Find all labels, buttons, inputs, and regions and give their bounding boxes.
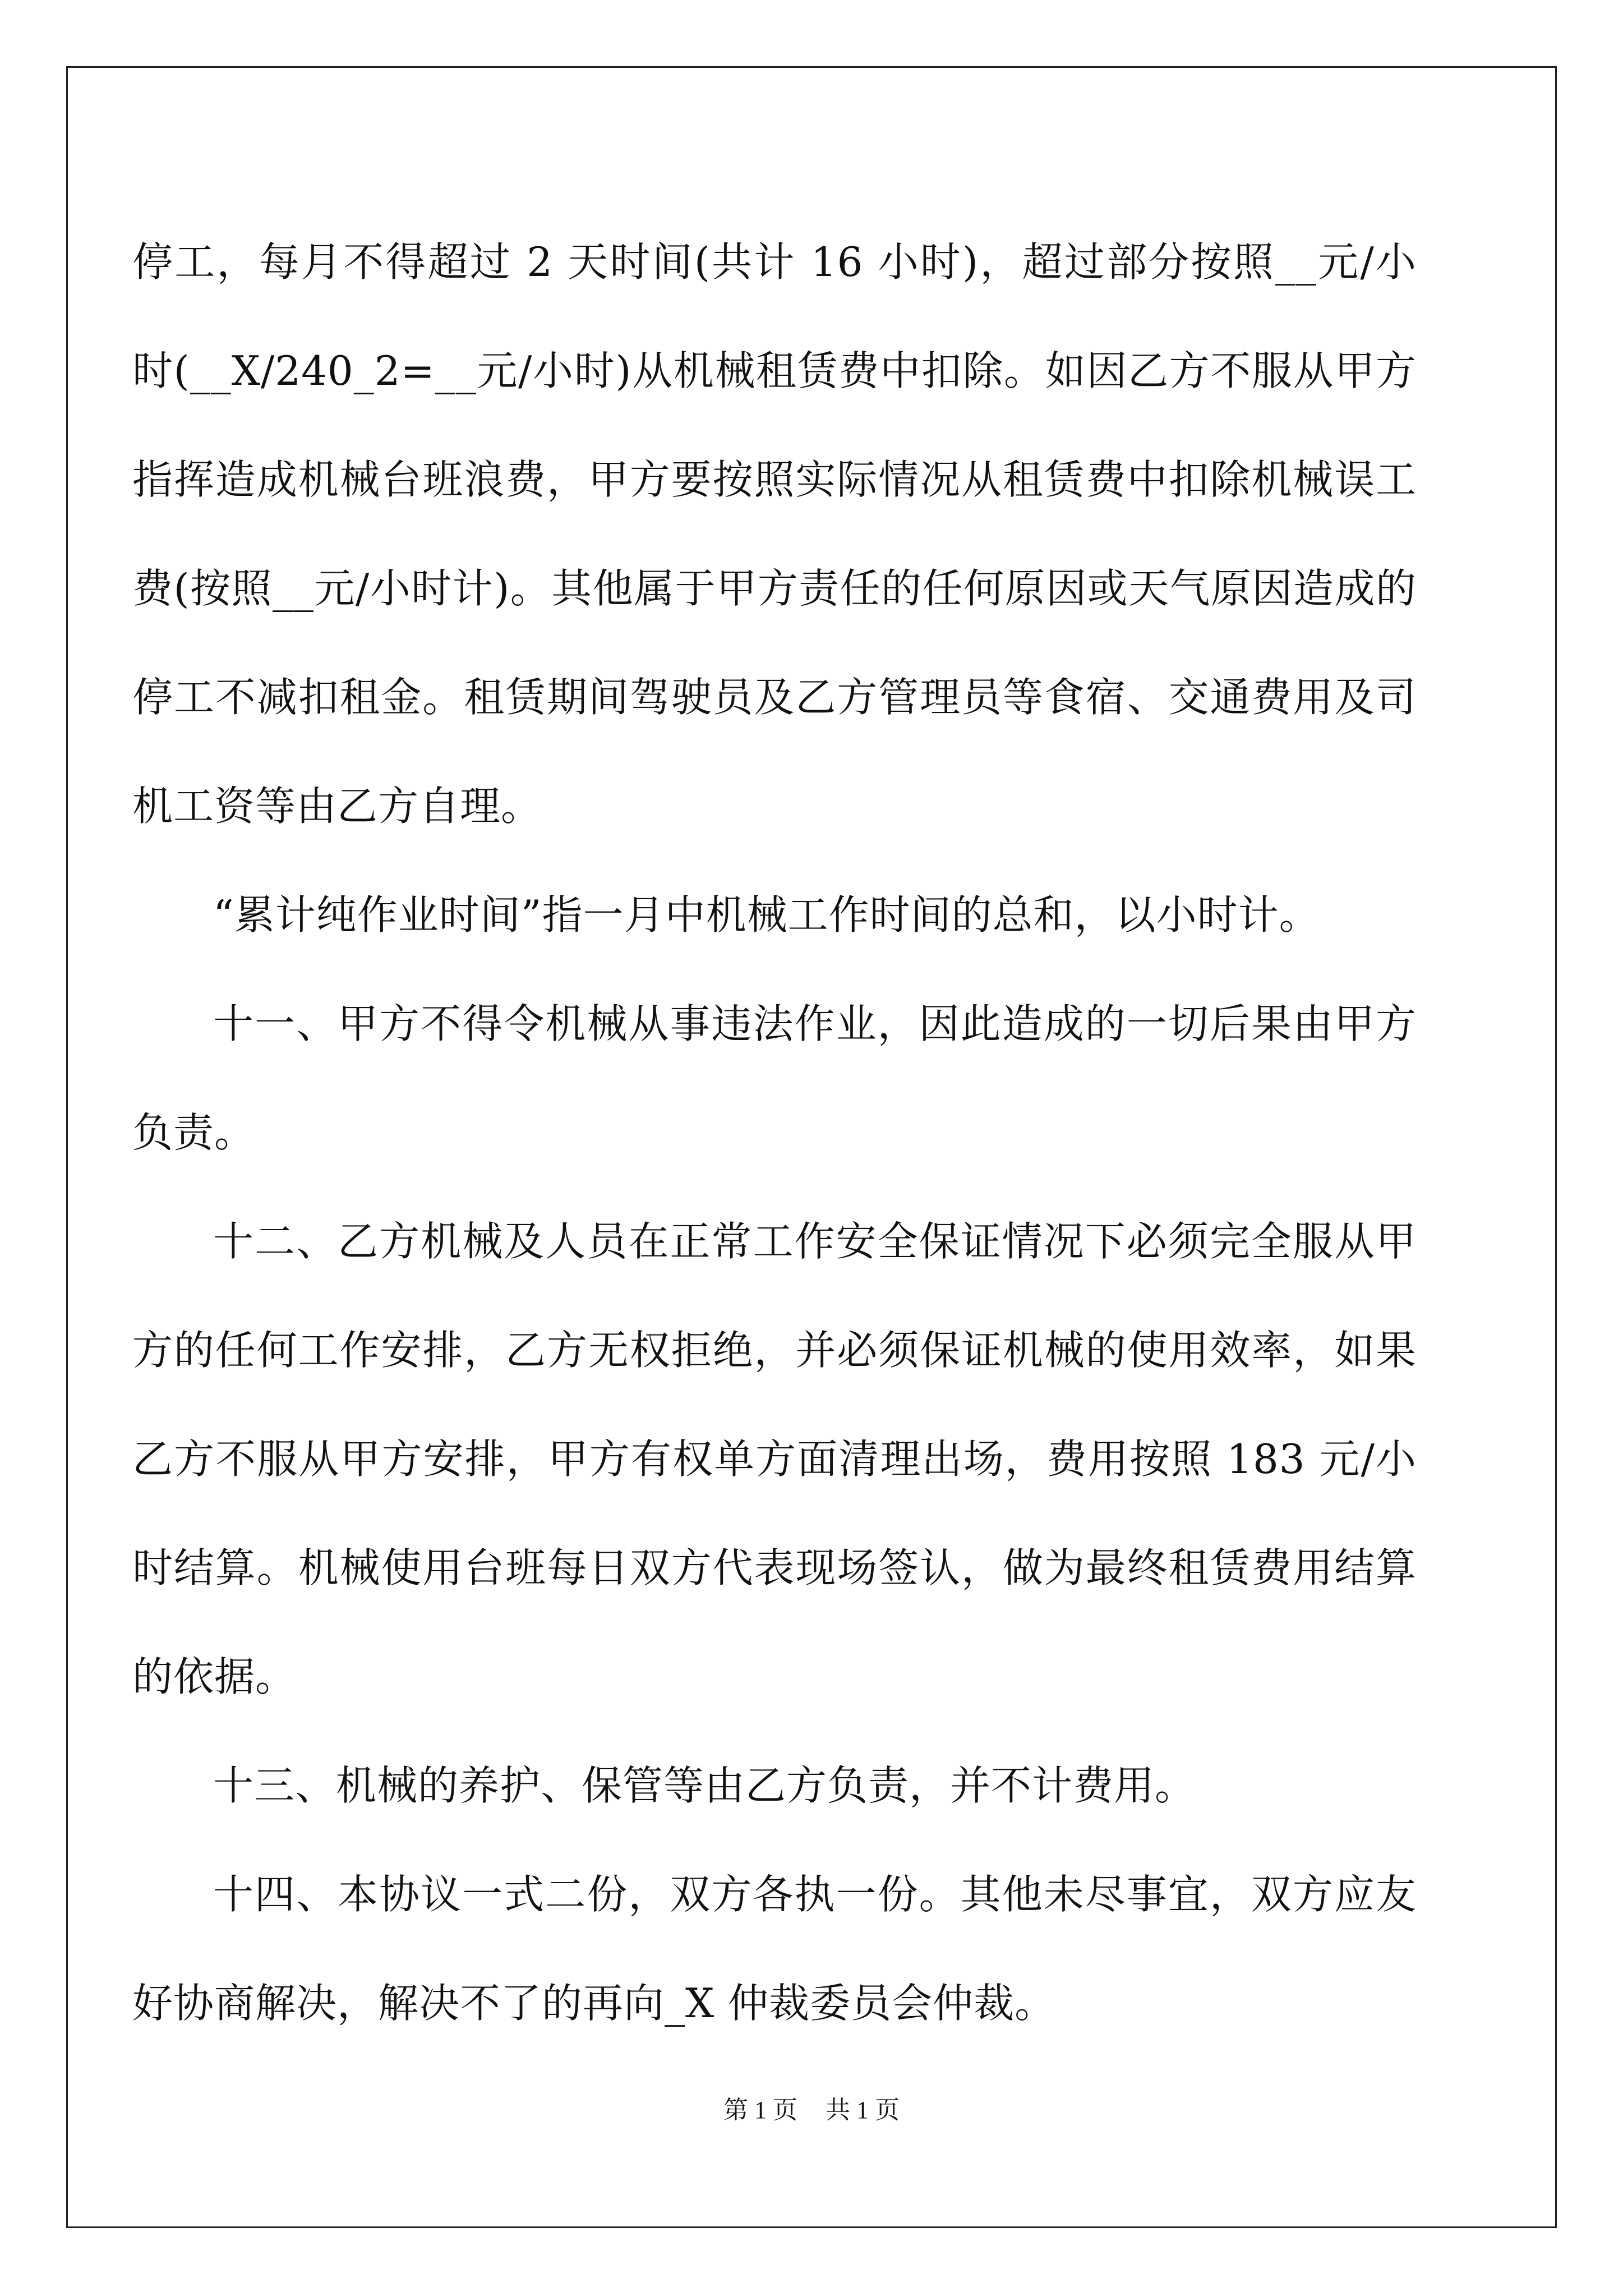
paragraph-work-time-definition: “累计纯作业时间”指一月中机械工作时间的总和，以小时计。 <box>213 891 1320 938</box>
document-body <box>132 208 1417 2058</box>
paragraph-clause-13: 十三、机械的养护、保管等由乙方负责，并不计费用。 <box>213 1762 1196 1809</box>
paragraph-clause-12: 十二、乙方机械及人员在正常工作安全保证情况下必须完全服从甲方的任何工作安排，乙方无权拒绝，并必须保证机械的使用效率，如果乙方不服从甲方安排，甲方有权单方面清理出场，费用按照 183 元/小时结算。机械使用台班每日双方代表现场签认，做为最终租赁费用结算的依据。 <box>132 1218 1417 1700</box>
paragraph-work-stoppage: 停工，每月不得超过 2 天时间(共计 16 小时)，超过部分按照__元/小时(__X/240_2=__元/小时)从机械租赁费中扣除。如因乙方不服从甲方指挥造成机械台班浪费，甲方要按照实际情况从租赁费中扣除机械误工费(按照__元/小时计)。其他属于甲方责任的任何原因或天气原因造成的停工不减扣租金。租赁期间驾驶员及乙方管理员等食宿、交通费用及司机工资等由乙方自理。 <box>132 238 1417 830</box>
page-footer <box>0 2090 1623 2125</box>
paragraph-clause-11: 十一、甲方不得令机械从事违法作业，因此造成的一切后果由甲方负责。 <box>132 1000 1417 1156</box>
page-number-total: 共 1 页 <box>826 2096 900 2124</box>
page-number-current: 第 1 页 <box>723 2096 797 2124</box>
paragraph-clause-14: 十四、本协议一式二份，双方各执一份。其他未尽事宜，双方应友好协商解决，解决不了的再向_X 仲裁委员会仲裁。 <box>132 1871 1417 2027</box>
